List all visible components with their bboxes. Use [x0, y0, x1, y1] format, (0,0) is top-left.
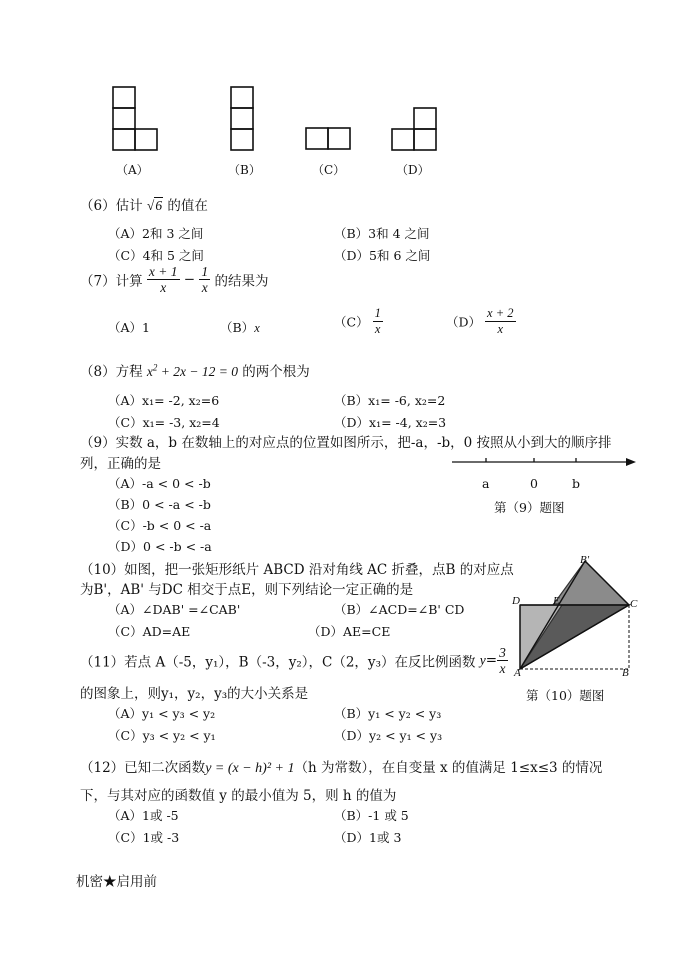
- q9-option-a: （A）-a < 0 < -b: [108, 476, 211, 491]
- number-line-label-b: b: [572, 476, 581, 491]
- q11-frac-num: 3: [499, 645, 506, 660]
- q12-option-b: （B）-1 或 5: [334, 808, 409, 823]
- number-line-label-zero: 0: [530, 476, 538, 491]
- q7-option-c-label: （C）: [334, 314, 369, 330]
- number-line: [452, 452, 642, 472]
- q9-option-b: （B）0 < -a < -b: [108, 497, 211, 512]
- q7-option-c: [334, 306, 383, 337]
- q7-suffix: 的结果为: [214, 273, 269, 290]
- q12-option-a: （A）1或 -5: [108, 808, 179, 823]
- q7-option-b-label: （B）: [220, 320, 255, 335]
- q12-suffix: （h 为常数），在自变量 x 的值满足 1≤x≤3 的情况: [294, 760, 603, 776]
- fold-label-b-prime: B': [580, 554, 590, 566]
- q7-option-d-label: （D）: [446, 314, 482, 330]
- q9-line-1: （9）实数 a，b 在数轴上的对应点的位置如图所示，把-a，-b，0 按照从小到大的顺序排: [80, 435, 612, 451]
- q11-func-eq: =: [485, 652, 498, 669]
- q10-option-a: （A）∠DAB' =∠CAB': [108, 602, 241, 617]
- q6-option-b: （B）3和 4 之间: [334, 226, 430, 241]
- q12-prefix: （12）已知二次函数: [80, 760, 206, 776]
- q8-eq-x: x: [146, 364, 153, 379]
- fold-figure: [508, 556, 643, 681]
- figure-a-label: （A）: [116, 163, 149, 177]
- confidential-footer: 机密★启用前: [76, 874, 157, 890]
- figure-a-shape: [110, 84, 170, 154]
- q12-option-c: （C）1或 -3: [108, 830, 180, 845]
- q8-prefix: （8）方程: [80, 364, 143, 380]
- q9-option-d: （D）0 < -b < -a: [108, 539, 212, 554]
- q7-frac1-den: x: [160, 280, 167, 295]
- q12-stem: [80, 756, 602, 777]
- q11-line-2: 的图象上，则y₁，y₂，y₃的大小关系是: [80, 686, 309, 702]
- q6-stem: [80, 194, 208, 214]
- q9-option-c: （C）-b < 0 < -a: [108, 518, 212, 533]
- q7-optd-num: x + 2: [487, 306, 514, 320]
- q11-option-b: （B）y₁ < y₂ < y₃: [334, 706, 442, 721]
- fold-label-d: D: [512, 595, 520, 607]
- number-line-label-a: a: [482, 476, 490, 491]
- q10-figure-caption: 第（10）题图: [526, 688, 605, 703]
- q7-fraction-1: [147, 264, 180, 295]
- q8-eq-rest: + 2x − 12 = 0: [157, 364, 238, 379]
- q7-frac2-num: 1: [201, 264, 209, 279]
- q7-frac1-num: x + 1: [148, 264, 178, 279]
- q7-frac2-den: x: [201, 280, 208, 295]
- fold-label-c: C: [630, 598, 638, 610]
- q11-frac-den: x: [499, 661, 506, 676]
- q11-line-1: （11）若点 A（-5，y₁），B（-3，y₂），C（2，y₃）在反比例函数: [80, 654, 476, 671]
- q7-minus: −: [183, 271, 196, 288]
- sqrt-expression: √6: [146, 198, 163, 213]
- q11-fraction: [497, 645, 508, 676]
- fold-label-a: A: [514, 667, 521, 679]
- q6-option-d: （D）5和 6 之间: [334, 248, 431, 263]
- q11-option-a: （A）y₁ < y₃ < y₂: [108, 706, 216, 721]
- q11-func-y: y: [479, 652, 486, 668]
- q7-option-d: [446, 306, 516, 337]
- sqrt-radicand: 6: [155, 198, 163, 213]
- q6-option-a: （A）2和 3 之间: [108, 226, 204, 241]
- q6-suffix: 的值在: [167, 198, 208, 214]
- q8-stem: [80, 360, 310, 380]
- q10-option-b: （B）∠ACD=∠B' CD: [334, 602, 465, 617]
- q7-option-b: [220, 318, 260, 336]
- q8-option-c: （C）x₁= -3, x₂=4: [108, 415, 220, 430]
- q10-line-2: 为B'，AB' 与DC 相交于点E，则下列结论一定正确的是: [80, 582, 414, 598]
- q6-prefix: （6）估计: [80, 198, 143, 214]
- q10-line-1: （10）如图，把一张矩形纸片 ABCD 沿对角线 AC 折叠，点B 的对应点: [80, 562, 514, 578]
- figure-c-label: （C）: [312, 163, 346, 177]
- q8-option-a: （A）x₁= -2, x₂=6: [108, 393, 220, 408]
- q7-option-d-fraction: [485, 306, 515, 337]
- q7-option-c-fraction: [373, 306, 383, 337]
- figure-b-label: （B）: [228, 163, 261, 177]
- q7-option-b-math: x: [254, 321, 260, 335]
- q7-fraction-2: [199, 264, 210, 295]
- q8-equation: [147, 364, 238, 379]
- fold-label-b: B: [622, 667, 629, 679]
- q8-option-b: （B）x₁= -6, x₂=2: [334, 393, 446, 408]
- q7-prefix: （7）计算: [80, 273, 143, 290]
- fold-label-e: E: [553, 595, 560, 607]
- q10-option-c: （C）AD=AE: [108, 624, 191, 639]
- q12-option-d: （D）1或 3: [334, 830, 402, 845]
- q8-eq-exp: 2: [152, 362, 158, 373]
- q11-stem: [80, 645, 508, 676]
- q7-option-a: （A）1: [108, 320, 150, 335]
- q8-option-d: （D）x₁= -4, x₂=3: [334, 415, 447, 430]
- q7-stem: [80, 264, 268, 295]
- q8-suffix: 的两个根为: [242, 364, 310, 380]
- figure-d-label: （D）: [396, 163, 430, 177]
- figure-b-shape: [228, 84, 268, 154]
- q10-option-d: （D）AE=CE: [308, 624, 391, 639]
- figure-d-shape: [390, 106, 450, 156]
- q6-option-c: （C）4和 5 之间: [108, 248, 204, 263]
- q7-optd-den: x: [497, 322, 504, 336]
- q9-figure-caption: 第（9）题图: [494, 500, 565, 515]
- q7-optc-num: 1: [374, 306, 381, 320]
- q7-optc-den: x: [374, 322, 381, 336]
- q12-function: y = (x − h)² + 1: [205, 761, 295, 776]
- q9-line-2: 列，正确的是: [80, 456, 161, 472]
- q12-line-2: 下，与其对应的函数值 y 的最小值为 5，则 h 的值为: [80, 788, 397, 804]
- figure-c-shape: [304, 126, 364, 156]
- q11-option-d: （D）y₂ < y₁ < y₃: [334, 728, 443, 743]
- q11-option-c: （C）y₃ < y₂ < y₁: [108, 728, 216, 743]
